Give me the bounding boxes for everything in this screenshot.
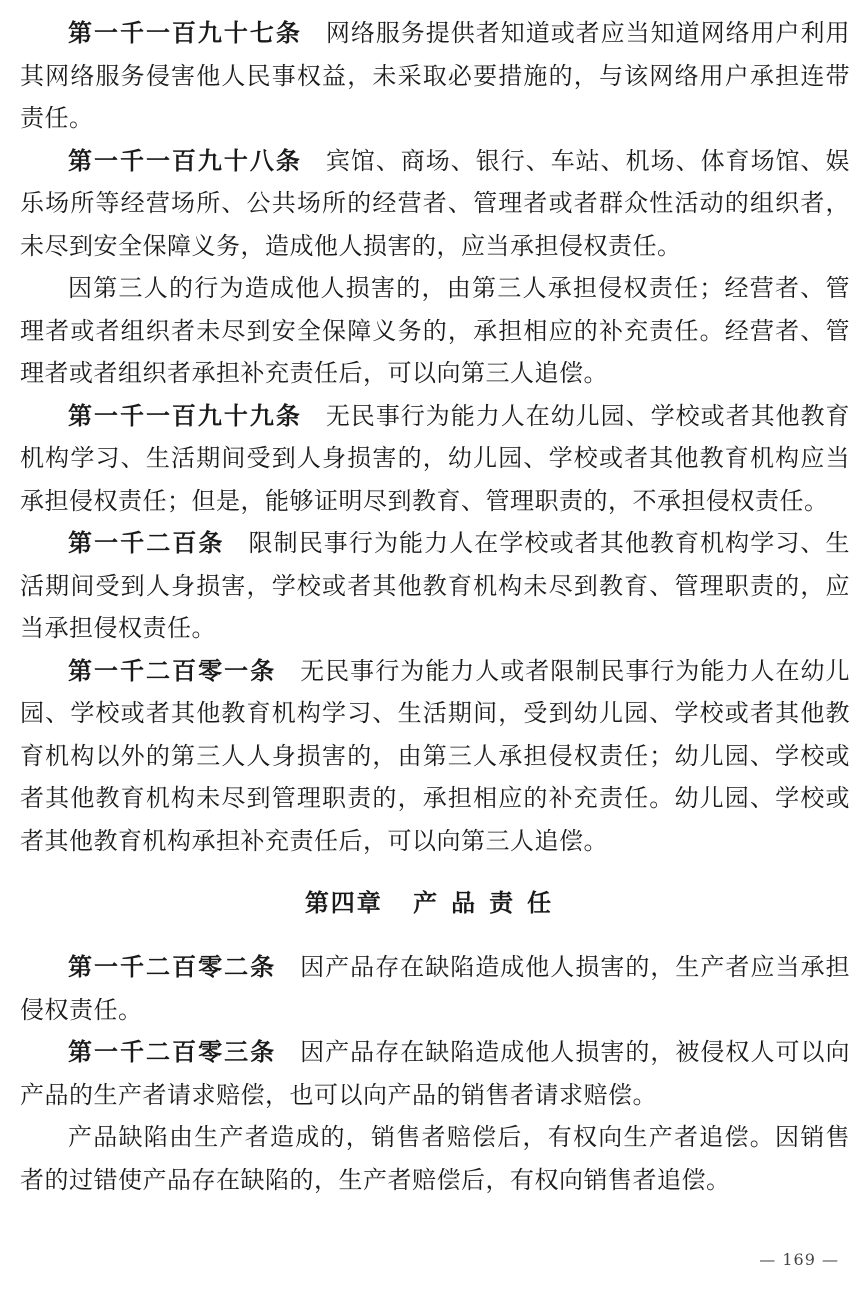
article-paragraph [20, 522, 850, 650]
article-paragraph [20, 12, 850, 140]
article-number: 第一千二百零二条 [68, 953, 277, 981]
article-number: 第一千一百九十七条 [68, 19, 302, 47]
article-paragraph [20, 946, 850, 1031]
article-paragraph [20, 267, 850, 395]
article-text: 宾馆、商场、银行、车站、机场、体育场馆、娱乐场所等经营场所、公共场所的经营者、管理者或者群众性活动的组织者，未尽到安全保障义务，造成他人损害的，应当承担侵权责任。 [20, 146, 851, 260]
article-text: 限制民事行为能力人在学校或者其他教育机构学习、生活期间受到人身损害，学校或者其他教育机构未尽到教育、管理职责的，应当承担侵权责任。 [20, 529, 851, 642]
article-text: 无民事行为能力人在幼儿园、学校或者其他教育机构学习、生活期间受到人身损害的，幼儿园、学校或者其他教育机构应当承担侵权责任；但是，能够证明尽到教育、管理职责的，不承担侵权责任。 [20, 401, 851, 515]
article-text: 产品缺陷由生产者造成的，销售者赔偿后，有权向生产者追偿。因销售者的过错使产品存在缺陷的，生产者赔偿后，有权向销售者追偿。 [20, 1123, 850, 1194]
articles-section-2 [20, 946, 850, 1201]
article-paragraph [20, 140, 850, 268]
article-text: 因产品存在缺陷造成他人损害的，被侵权人可以向产品的生产者请求赔偿，也可以向产品的销售者请求赔偿。 [20, 1038, 851, 1109]
chapter-label: 第四章 [304, 889, 383, 917]
article-number: 第一千二百零一条 [68, 656, 277, 685]
article-number: 第一千一百九十八条 [68, 146, 302, 175]
article-number: 第一千一百九十九条 [68, 401, 302, 430]
article-text: 无民事行为能力人或者限制民事行为能力人在幼儿园、学校或者其他教育机构学习、生活期间，受到幼儿园、学校或者其他教育机构以外的第三人人身损害的，由第三人承担侵权责任；幼儿园、学校或者其他教育机构未尽到管理职责的，承担相应的补充责任。幼儿园、学校或者其他教育机构承担补充责任后，可以向第三人追偿。 [20, 656, 851, 855]
articles-section [20, 12, 850, 862]
article-paragraph [20, 1116, 850, 1201]
article-number: 第一千二百条 [68, 529, 225, 557]
document-page [20, 12, 850, 1201]
chapter-title: 产品责任 [413, 889, 566, 917]
article-text: 网络服务提供者知道或者应当知道网络用户利用其网络服务侵害他人民事权益，未采取必要措施的，与该网络用户承担连带责任。 [20, 19, 851, 132]
chapter-heading [20, 882, 850, 924]
article-paragraph [20, 650, 850, 863]
article-text: 因第三人的行为造成他人损害的，由第三人承担侵权责任；经营者、管理者或者组织者未尽到安全保障义务的，承担相应的补充责任。经营者、管理者或者组织者承担补充责任后，可以向第三人追偿。 [20, 274, 850, 387]
article-paragraph [20, 395, 850, 523]
article-text: 因产品存在缺陷造成他人损害的，生产者应当承担侵权责任。 [20, 953, 851, 1024]
article-number: 第一千二百零三条 [68, 1038, 277, 1066]
article-paragraph [20, 1031, 850, 1116]
page-number: — 169 — [759, 1250, 839, 1269]
